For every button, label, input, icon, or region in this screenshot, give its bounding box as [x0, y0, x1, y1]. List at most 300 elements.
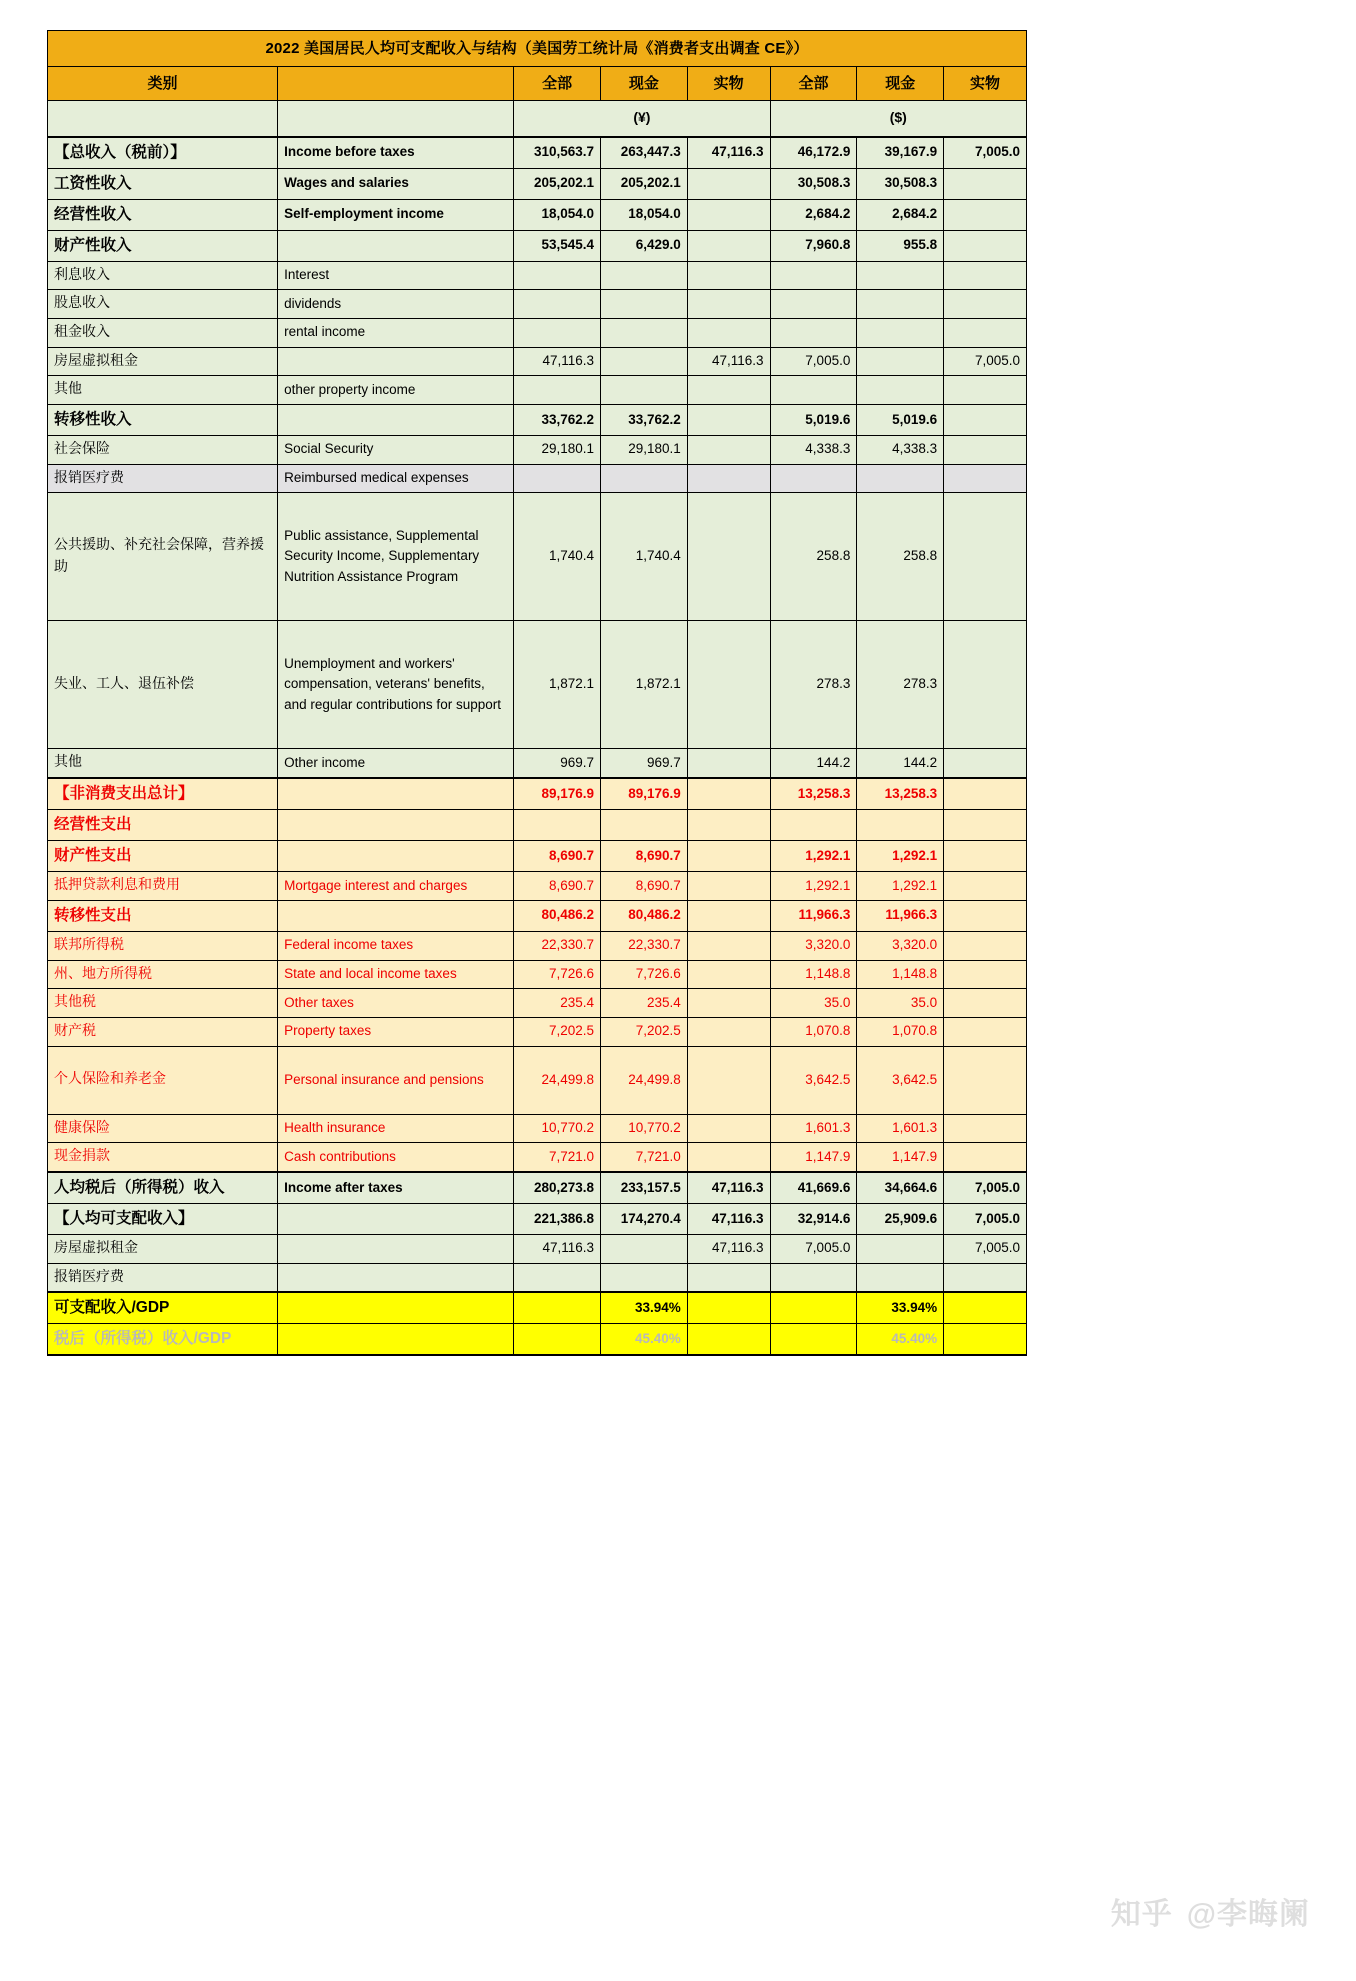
- table-row: [48, 318, 1027, 347]
- cell-cny-kind: 47,116.3: [687, 137, 770, 169]
- row-label-cn: 其他税: [48, 989, 278, 1018]
- cell-usd-kind: [944, 464, 1027, 493]
- row-label-en: Wages and salaries: [278, 168, 514, 199]
- cell-usd-kind: [944, 1046, 1027, 1114]
- cell-usd-kind: [944, 900, 1027, 931]
- cell-cny-cash: 233,157.5: [601, 1172, 688, 1204]
- row-label-cn: 其他: [48, 376, 278, 405]
- cell-cny-kind: [687, 290, 770, 319]
- cell-usd-kind: [944, 405, 1027, 436]
- cell-usd-kind: [944, 960, 1027, 989]
- cell-cny-cash: 1,872.1: [601, 621, 688, 749]
- cell-usd-kind: [944, 261, 1027, 290]
- cell-cny-all: 33,762.2: [514, 405, 601, 436]
- cell-usd-all: [770, 261, 857, 290]
- cell-usd-cash: 4,338.3: [857, 436, 944, 465]
- cell-cny-all: 18,054.0: [514, 199, 601, 230]
- cell-cny-kind: [687, 841, 770, 872]
- cell-cny-all: 235.4: [514, 989, 601, 1018]
- row-label-en: [278, 1263, 514, 1292]
- cell-usd-all: 30,508.3: [770, 168, 857, 199]
- cell-usd-all: [770, 1292, 857, 1324]
- cell-usd-cash: 278.3: [857, 621, 944, 749]
- table-row: [48, 1324, 1027, 1356]
- row-label-cn: 健康保险: [48, 1114, 278, 1143]
- cell-usd-kind: 7,005.0: [944, 137, 1027, 169]
- row-label-en: Personal insurance and pensions: [278, 1046, 514, 1114]
- cell-cny-kind: [687, 1114, 770, 1143]
- cell-cny-cash: 235.4: [601, 989, 688, 1018]
- row-label-cn: 抵押贷款利息和费用: [48, 872, 278, 901]
- cell-cny-cash: 263,447.3: [601, 137, 688, 169]
- cell-cny-kind: [687, 810, 770, 841]
- cell-usd-kind: [944, 318, 1027, 347]
- cell-cny-cash: 80,486.2: [601, 900, 688, 931]
- cell-cny-cash: 7,202.5: [601, 1017, 688, 1046]
- table-row: [48, 1263, 1027, 1292]
- row-label-en: Reimbursed medical expenses: [278, 464, 514, 493]
- cell-cny-all: 221,386.8: [514, 1203, 601, 1234]
- cell-usd-kind: [944, 1324, 1027, 1356]
- cell-cny-all: 47,116.3: [514, 1234, 601, 1263]
- table-row: [48, 900, 1027, 931]
- cell-cny-all: 47,116.3: [514, 347, 601, 376]
- cell-usd-cash: 35.0: [857, 989, 944, 1018]
- table-row: [48, 872, 1027, 901]
- spreadsheet-table-container: [47, 30, 1027, 1356]
- cell-cny-kind: [687, 749, 770, 778]
- row-label-cn: 【总收入（税前）】: [48, 137, 278, 169]
- cell-usd-all: 1,292.1: [770, 841, 857, 872]
- cell-cny-cash: [601, 290, 688, 319]
- cell-usd-cash: 2,684.2: [857, 199, 944, 230]
- cell-cny-cash: 8,690.7: [601, 872, 688, 901]
- cell-usd-kind: [944, 168, 1027, 199]
- cell-cny-cash: 7,721.0: [601, 1143, 688, 1172]
- cell-usd-kind: [944, 376, 1027, 405]
- cell-usd-cash: 11,966.3: [857, 900, 944, 931]
- cell-cny-all: 1,872.1: [514, 621, 601, 749]
- row-label-cn: 财产性收入: [48, 230, 278, 261]
- cell-cny-kind: [687, 493, 770, 621]
- row-label-en: [278, 1234, 514, 1263]
- cell-cny-all: 10,770.2: [514, 1114, 601, 1143]
- row-label-cn: 利息收入: [48, 261, 278, 290]
- cell-cny-all: 80,486.2: [514, 900, 601, 931]
- currency-unit-row: [48, 101, 1027, 137]
- row-label-cn: 人均税后（所得税）收入: [48, 1172, 278, 1204]
- cell-cny-cash: [601, 261, 688, 290]
- cell-usd-all: 35.0: [770, 989, 857, 1018]
- row-label-en: Other taxes: [278, 989, 514, 1018]
- cell-usd-kind: [944, 436, 1027, 465]
- cell-usd-all: 7,005.0: [770, 347, 857, 376]
- cell-usd-cash: 13,258.3: [857, 778, 944, 810]
- row-label-en: Interest: [278, 261, 514, 290]
- cell-cny-kind: [687, 989, 770, 1018]
- cell-usd-cash: 5,019.6: [857, 405, 944, 436]
- cell-cny-kind: [687, 168, 770, 199]
- table-row: [48, 230, 1027, 261]
- table-title-row: [48, 31, 1027, 67]
- cell-usd-kind: 7,005.0: [944, 1172, 1027, 1204]
- table-row: [48, 989, 1027, 1018]
- cell-cny-cash: [601, 318, 688, 347]
- row-label-en: [278, 230, 514, 261]
- header-category: 类别: [48, 67, 278, 101]
- cell-cny-all: 969.7: [514, 749, 601, 778]
- cell-usd-cash: 144.2: [857, 749, 944, 778]
- cell-usd-all: 5,019.6: [770, 405, 857, 436]
- cell-usd-cash: [857, 376, 944, 405]
- table-row: [48, 290, 1027, 319]
- cell-cny-cash: [601, 347, 688, 376]
- cell-cny-cash: 1,740.4: [601, 493, 688, 621]
- cell-cny-kind: [687, 405, 770, 436]
- table-row: [48, 199, 1027, 230]
- cell-usd-kind: [944, 199, 1027, 230]
- row-label-cn: 报销医疗费: [48, 464, 278, 493]
- cell-usd-all: 278.3: [770, 621, 857, 749]
- cell-usd-all: 46,172.9: [770, 137, 857, 169]
- cell-usd-cash: 1,070.8: [857, 1017, 944, 1046]
- table-row: [48, 1143, 1027, 1172]
- table-row: [48, 347, 1027, 376]
- page-title: 2022 美国居民人均可支配收入与结构（美国劳工统计局《消费者支出调查 CE》）: [48, 31, 1027, 67]
- watermark-logo: 知乎: [1110, 1898, 1173, 1931]
- row-label-cn: 股息收入: [48, 290, 278, 319]
- cell-cny-cash: [601, 376, 688, 405]
- cell-cny-kind: [687, 376, 770, 405]
- row-label-cn: 州、地方所得税: [48, 960, 278, 989]
- cell-usd-cash: [857, 261, 944, 290]
- table-row: [48, 464, 1027, 493]
- cell-cny-all: [514, 261, 601, 290]
- cell-usd-cash: 3,642.5: [857, 1046, 944, 1114]
- row-label-cn: 其他: [48, 749, 278, 778]
- cell-cny-all: 53,545.4: [514, 230, 601, 261]
- cell-usd-kind: [944, 778, 1027, 810]
- table-row: [48, 405, 1027, 436]
- cell-cny-kind: 47,116.3: [687, 1234, 770, 1263]
- cell-usd-kind: [944, 493, 1027, 621]
- row-label-en: rental income: [278, 318, 514, 347]
- table-row: [48, 960, 1027, 989]
- cell-cny-cash: 10,770.2: [601, 1114, 688, 1143]
- cell-usd-kind: [944, 841, 1027, 872]
- cell-cny-all: 24,499.8: [514, 1046, 601, 1114]
- cell-cny-all: [514, 290, 601, 319]
- table-row: [48, 1114, 1027, 1143]
- cell-usd-cash: 955.8: [857, 230, 944, 261]
- unit-cny: (¥): [514, 101, 770, 137]
- row-label-en: [278, 900, 514, 931]
- cell-usd-all: [770, 1263, 857, 1292]
- cell-usd-kind: [944, 931, 1027, 960]
- cell-usd-cash: 1,147.9: [857, 1143, 944, 1172]
- cell-cny-cash: 174,270.4: [601, 1203, 688, 1234]
- cell-usd-all: [770, 290, 857, 319]
- header-usd-kind: 实物: [944, 67, 1027, 101]
- cell-cny-all: 7,726.6: [514, 960, 601, 989]
- cell-cny-cash: 33,762.2: [601, 405, 688, 436]
- table-row: [48, 1017, 1027, 1046]
- cell-cny-cash: 18,054.0: [601, 199, 688, 230]
- table-row: [48, 749, 1027, 778]
- cell-cny-kind: [687, 872, 770, 901]
- cell-cny-kind: 47,116.3: [687, 1172, 770, 1204]
- cell-cny-kind: [687, 778, 770, 810]
- cell-cny-kind: 47,116.3: [687, 347, 770, 376]
- cell-cny-kind: [687, 199, 770, 230]
- cell-usd-kind: [944, 1114, 1027, 1143]
- cell-usd-all: 1,601.3: [770, 1114, 857, 1143]
- cell-cny-cash: 33.94%: [601, 1292, 688, 1324]
- row-label-cn: 转移性支出: [48, 900, 278, 931]
- header-usd-all: 全部: [770, 67, 857, 101]
- row-label-cn: 失业、工人、退伍补偿: [48, 621, 278, 749]
- row-label-en: Property taxes: [278, 1017, 514, 1046]
- cell-usd-kind: [944, 989, 1027, 1018]
- table-row: [48, 1046, 1027, 1114]
- cell-cny-kind: [687, 436, 770, 465]
- row-label-cn: 房屋虚拟租金: [48, 1234, 278, 1263]
- cell-cny-all: [514, 1324, 601, 1356]
- cell-usd-all: 1,147.9: [770, 1143, 857, 1172]
- table-row: [48, 931, 1027, 960]
- table-row: [48, 261, 1027, 290]
- row-label-en: Health insurance: [278, 1114, 514, 1143]
- cell-usd-kind: [944, 290, 1027, 319]
- cell-cny-cash: 89,176.9: [601, 778, 688, 810]
- cell-cny-all: [514, 1263, 601, 1292]
- cell-cny-kind: [687, 1292, 770, 1324]
- cell-usd-kind: [944, 1017, 1027, 1046]
- cell-usd-kind: [944, 749, 1027, 778]
- cell-usd-cash: 258.8: [857, 493, 944, 621]
- cell-cny-cash: 8,690.7: [601, 841, 688, 872]
- row-label-en: Self-employment income: [278, 199, 514, 230]
- row-label-en: Federal income taxes: [278, 931, 514, 960]
- cell-usd-cash: [857, 1234, 944, 1263]
- cell-cny-kind: [687, 318, 770, 347]
- cell-cny-all: [514, 810, 601, 841]
- row-label-en: Cash contributions: [278, 1143, 514, 1172]
- cell-cny-cash: 45.40%: [601, 1324, 688, 1356]
- cell-cny-cash: [601, 464, 688, 493]
- cell-cny-all: 89,176.9: [514, 778, 601, 810]
- cell-cny-all: 310,563.7: [514, 137, 601, 169]
- cell-cny-kind: [687, 1017, 770, 1046]
- table-row: [48, 376, 1027, 405]
- cell-usd-all: [770, 464, 857, 493]
- cell-usd-all: [770, 1324, 857, 1356]
- cell-cny-kind: [687, 621, 770, 749]
- row-label-cn: 经营性支出: [48, 810, 278, 841]
- cell-cny-all: 7,202.5: [514, 1017, 601, 1046]
- cell-cny-all: 22,330.7: [514, 931, 601, 960]
- cell-usd-kind: [944, 1292, 1027, 1324]
- row-label-en: [278, 841, 514, 872]
- cell-cny-cash: [601, 1263, 688, 1292]
- row-label-cn: 财产性支出: [48, 841, 278, 872]
- row-label-cn: 公共援助、补充社会保障，营养援助: [48, 493, 278, 621]
- cell-cny-kind: [687, 960, 770, 989]
- table-row: [48, 1203, 1027, 1234]
- row-label-cn: 社会保险: [48, 436, 278, 465]
- cell-usd-kind: [944, 1263, 1027, 1292]
- cell-cny-all: [514, 318, 601, 347]
- cell-usd-all: 7,005.0: [770, 1234, 857, 1263]
- row-label-en: Mortgage interest and charges: [278, 872, 514, 901]
- cell-cny-kind: [687, 1046, 770, 1114]
- row-label-en: other property income: [278, 376, 514, 405]
- cell-usd-cash: [857, 1263, 944, 1292]
- row-label-en: Other income: [278, 749, 514, 778]
- cell-usd-kind: [944, 872, 1027, 901]
- cell-usd-cash: 3,320.0: [857, 931, 944, 960]
- cell-usd-kind: [944, 621, 1027, 749]
- cell-cny-kind: 47,116.3: [687, 1203, 770, 1234]
- cell-usd-cash: 45.40%: [857, 1324, 944, 1356]
- cell-cny-all: [514, 1292, 601, 1324]
- cell-usd-all: 144.2: [770, 749, 857, 778]
- cell-cny-all: [514, 376, 601, 405]
- row-label-en: [278, 405, 514, 436]
- cell-usd-kind: [944, 1143, 1027, 1172]
- cell-usd-all: 3,320.0: [770, 931, 857, 960]
- table-row: [48, 810, 1027, 841]
- cell-usd-all: 1,292.1: [770, 872, 857, 901]
- row-label-cn: 房屋虚拟租金: [48, 347, 278, 376]
- cell-usd-cash: 34,664.6: [857, 1172, 944, 1204]
- row-label-en: Social Security: [278, 436, 514, 465]
- cell-cny-cash: 22,330.7: [601, 931, 688, 960]
- cell-usd-all: 2,684.2: [770, 199, 857, 230]
- cell-cny-cash: 7,726.6: [601, 960, 688, 989]
- cell-usd-cash: 33.94%: [857, 1292, 944, 1324]
- cell-usd-cash: [857, 464, 944, 493]
- cell-cny-all: 29,180.1: [514, 436, 601, 465]
- row-label-cn: 可支配收入/GDP: [48, 1292, 278, 1324]
- cell-usd-all: 32,914.6: [770, 1203, 857, 1234]
- cell-cny-kind: [687, 900, 770, 931]
- row-label-cn: 联邦所得税: [48, 931, 278, 960]
- row-label-cn: 个人保险和养老金: [48, 1046, 278, 1114]
- row-label-cn: 财产税: [48, 1017, 278, 1046]
- table-row: [48, 778, 1027, 810]
- row-label-en: [278, 1203, 514, 1234]
- cell-cny-kind: [687, 230, 770, 261]
- cell-cny-all: 7,721.0: [514, 1143, 601, 1172]
- income-structure-table: [47, 30, 1027, 1356]
- header-usd-cash: 现金: [857, 67, 944, 101]
- cell-cny-cash: 969.7: [601, 749, 688, 778]
- cell-usd-kind: 7,005.0: [944, 347, 1027, 376]
- table-row: [48, 137, 1027, 169]
- cell-cny-all: 205,202.1: [514, 168, 601, 199]
- cell-usd-cash: [857, 810, 944, 841]
- cell-cny-kind: [687, 464, 770, 493]
- cell-usd-all: 7,960.8: [770, 230, 857, 261]
- cell-cny-cash: 205,202.1: [601, 168, 688, 199]
- row-label-cn: 【人均可支配收入】: [48, 1203, 278, 1234]
- cell-cny-all: 8,690.7: [514, 872, 601, 901]
- cell-usd-kind: [944, 810, 1027, 841]
- row-label-en: [278, 347, 514, 376]
- cell-usd-cash: [857, 290, 944, 319]
- unit-usd: ($): [770, 101, 1026, 137]
- cell-cny-cash: 6,429.0: [601, 230, 688, 261]
- cell-usd-all: [770, 318, 857, 347]
- cell-usd-cash: 1,148.8: [857, 960, 944, 989]
- cell-usd-cash: 1,601.3: [857, 1114, 944, 1143]
- cell-usd-all: [770, 376, 857, 405]
- cell-usd-kind: [944, 230, 1027, 261]
- table-row: [48, 493, 1027, 621]
- row-label-cn: 报销医疗费: [48, 1263, 278, 1292]
- cell-usd-all: 13,258.3: [770, 778, 857, 810]
- table-row: [48, 1292, 1027, 1324]
- watermark-handle: @李晦阑: [1186, 1898, 1310, 1931]
- table-header-row: [48, 67, 1027, 101]
- row-label-en: Unemployment and workers' compensation, veterans' benefits, and regular contributions for support: [278, 621, 514, 749]
- row-label-en: Income after taxes: [278, 1172, 514, 1204]
- row-label-en: [278, 810, 514, 841]
- row-label-cn: 税后（所得税）收入/GDP: [48, 1324, 278, 1356]
- cell-cny-kind: [687, 1143, 770, 1172]
- cell-usd-cash: 1,292.1: [857, 872, 944, 901]
- cell-usd-all: 4,338.3: [770, 436, 857, 465]
- row-label-en: Public assistance, Supplemental Security Income, Supplementary Nutrition Assistance Program: [278, 493, 514, 621]
- cell-cny-cash: 29,180.1: [601, 436, 688, 465]
- cell-usd-all: 11,966.3: [770, 900, 857, 931]
- cell-usd-all: 1,148.8: [770, 960, 857, 989]
- cell-usd-kind: 7,005.0: [944, 1234, 1027, 1263]
- row-label-en: [278, 1292, 514, 1324]
- row-label-cn: 转移性收入: [48, 405, 278, 436]
- header-cny-all: 全部: [514, 67, 601, 101]
- cell-usd-kind: 7,005.0: [944, 1203, 1027, 1234]
- cell-usd-cash: 1,292.1: [857, 841, 944, 872]
- cell-usd-all: 258.8: [770, 493, 857, 621]
- cell-cny-kind: [687, 1324, 770, 1356]
- cell-usd-all: 41,669.6: [770, 1172, 857, 1204]
- row-label-cn: 租金收入: [48, 318, 278, 347]
- row-label-cn: 【非消费支出总计】: [48, 778, 278, 810]
- row-label-en: [278, 778, 514, 810]
- cell-cny-cash: [601, 1234, 688, 1263]
- cell-cny-kind: [687, 1263, 770, 1292]
- header-english: [278, 67, 514, 101]
- cell-usd-cash: [857, 318, 944, 347]
- cell-usd-cash: 39,167.9: [857, 137, 944, 169]
- row-label-cn: 经营性收入: [48, 199, 278, 230]
- cell-cny-all: 280,273.8: [514, 1172, 601, 1204]
- table-row: [48, 1172, 1027, 1204]
- row-label-cn: 工资性收入: [48, 168, 278, 199]
- cell-cny-cash: 24,499.8: [601, 1046, 688, 1114]
- unit-blank-en: [278, 101, 514, 137]
- cell-usd-all: 1,070.8: [770, 1017, 857, 1046]
- cell-cny-cash: [601, 810, 688, 841]
- row-label-en: State and local income taxes: [278, 960, 514, 989]
- row-label-en: Income before taxes: [278, 137, 514, 169]
- cell-usd-all: [770, 810, 857, 841]
- table-row: [48, 1234, 1027, 1263]
- unit-blank-cn: [48, 101, 278, 137]
- watermark: [1111, 1889, 1310, 1933]
